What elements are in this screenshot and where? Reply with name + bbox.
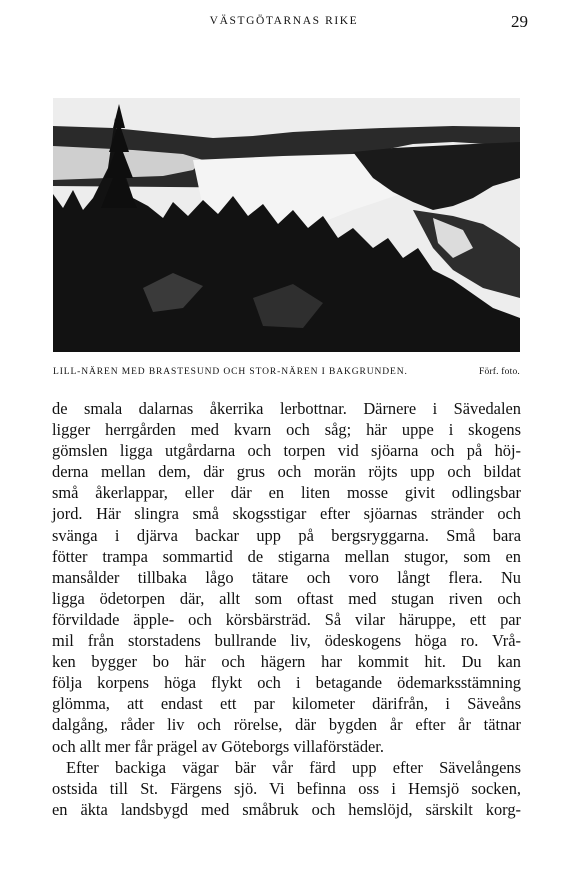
running-head-title: VÄSTGÖTARNAS RIKE [209, 15, 359, 27]
text-line: derna mellan dem, där grus och morän röjts upp och bildat [52, 462, 521, 482]
text-line: jord. Här slingra små skogsstigar efter sjöarnas stränder och [52, 504, 521, 524]
text-line: små åkerlappar, eller där en liten mosse givit odlingsbar [52, 483, 521, 503]
page-number: 29 [511, 12, 528, 31]
text-line: dalgång, råder liv och rörelse, där bygden år efter år tätnar [52, 715, 521, 735]
text-line: och allt mer får prägel av Göteborgs villaförstäder. [52, 736, 384, 756]
lake-forest-photo-illustration [53, 98, 520, 352]
text-line: en äkta landsbygd med småbruk och hemslöjd, särskilt korg- [52, 799, 521, 819]
text-line: fötter trampa sommartid de stigarna mellan stugor, som en [52, 546, 521, 566]
text-line: Efter backiga vägar bär vår färd upp efter Sävelångens [66, 757, 521, 777]
running-head [0, 12, 568, 32]
photo-credit: Förf. foto. [479, 367, 520, 377]
text-line: glömma, att endast ett par kilometer därifrån, i Säveåns [52, 694, 521, 714]
text-line: gömslen ligga utgårdarna och torpen vid sjöarna och på höj- [52, 441, 521, 461]
text-line: ligger herrgården med kvarn och såg; här uppe i skogens [52, 420, 521, 440]
text-line: följa korpens höga flykt och i betagande ödemarksstämning [52, 673, 521, 693]
figure-caption [53, 367, 520, 381]
text-line: mansålder tillbaka lågo tätare och voro långt flera. Nu [52, 567, 521, 587]
text-line: ken bygger bo här och hägern har kommit hit. Du kan [52, 652, 521, 672]
landscape-photo [53, 98, 520, 352]
text-line: svänga i djärva backar upp på bergsryggarna. Små bara [52, 525, 521, 545]
text-line: mil från storstadens bullrande liv, ödeskogens höga ro. Vrå- [52, 631, 521, 651]
text-line: förvildade äpple- och körsbärsträd. Så vilar häruppe, ett par [52, 609, 521, 629]
caption-text: LILL-NÄREN MED BRASTESUND OCH STOR-NÄREN I BAKGRUNDEN. [53, 367, 408, 377]
text-line: ostsida till St. Färgens sjö. Vi befinna oss i Hemsjö socken, [52, 778, 521, 798]
body-text [52, 398, 521, 820]
text-line: de smala dalarnas åkerrika lerbottnar. Därnere i Sävedalen [52, 399, 521, 418]
text-line: ligga ödetorpen där, allt som oftast med stugan riven och [52, 588, 521, 608]
